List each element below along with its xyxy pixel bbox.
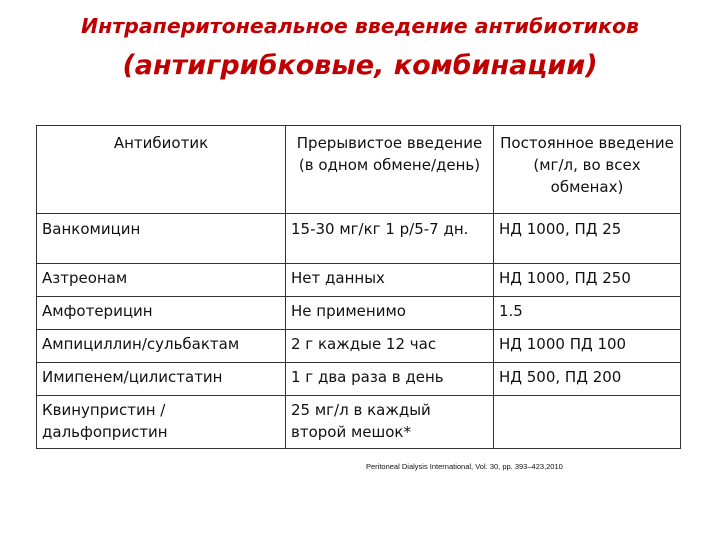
table-row xyxy=(37,363,681,396)
table-row xyxy=(37,264,681,297)
cell-drug: Квинупристин /дальфопристин xyxy=(37,396,286,449)
cell-drug: Амфотерицин xyxy=(37,297,286,330)
cell-intermittent: 15-30 мг/кг 1 р/5-7 дн. xyxy=(286,214,494,264)
cell-intermittent: 2 г каждые 12 час xyxy=(286,330,494,363)
cell-continuous: НД 500, ПД 200 xyxy=(494,363,681,396)
cell-drug: Азтреонам xyxy=(37,264,286,297)
slide-title-line1: Интраперитонеальное введение антибиотиков xyxy=(80,14,640,38)
antibiotics-table xyxy=(36,125,681,449)
cell-continuous: НД 1000, ПД 250 xyxy=(494,264,681,297)
citation-footnote: Peritoneal Dialysis International, Vol. 30, pp. 393–423,2010 xyxy=(366,462,563,471)
cell-intermittent: Нет данных xyxy=(286,264,494,297)
table-row xyxy=(37,214,681,264)
cell-intermittent: Не применимо xyxy=(286,297,494,330)
slide-title-line2: (антигрибковые, комбинации) xyxy=(122,50,598,81)
cell-intermittent: 25 мг/л в каждый второй мешок* xyxy=(286,396,494,449)
cell-continuous: НД 1000, ПД 25 xyxy=(494,214,681,264)
header-continuous: Постоянное введение (мг/л, во всех обменах) xyxy=(494,126,681,214)
table-row xyxy=(37,396,681,449)
cell-intermittent: 1 г два раза в день xyxy=(286,363,494,396)
cell-continuous xyxy=(494,396,681,449)
cell-continuous: 1.5 xyxy=(494,297,681,330)
cell-drug: Имипенем/цилистатин xyxy=(37,363,286,396)
cell-continuous: НД 1000 ПД 100 xyxy=(494,330,681,363)
cell-drug: Ампициллин/сульбактам xyxy=(37,330,286,363)
table-row xyxy=(37,330,681,363)
table-header-row xyxy=(37,126,681,214)
table-row xyxy=(37,297,681,330)
header-antibiotic: Антибиотик xyxy=(37,126,286,214)
cell-drug: Ванкомицин xyxy=(37,214,286,264)
header-intermittent: Прерывистое введение (в одном обмене/день) xyxy=(286,126,494,214)
